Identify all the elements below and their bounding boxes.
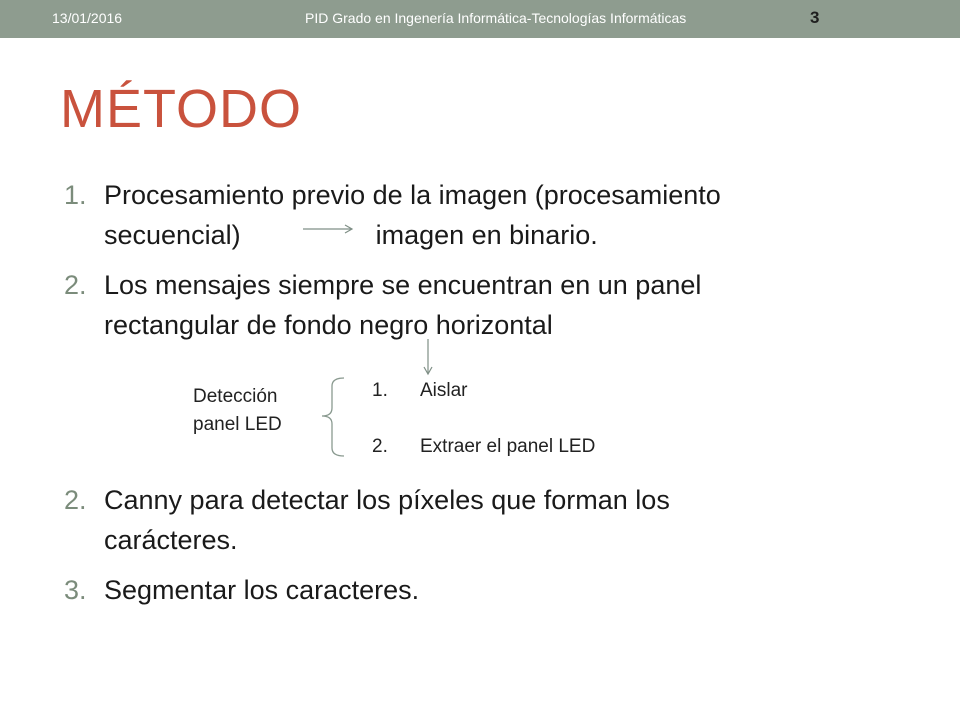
list-text-part: secuencial) xyxy=(104,220,241,250)
list-number: 2. xyxy=(64,270,87,300)
list-text-continued: rectangular de fondo negro horizontal xyxy=(104,310,553,340)
sub-item-number: 1. xyxy=(372,380,388,401)
right-arrow-icon xyxy=(303,225,352,233)
sub-item-text: Extraer el panel LED xyxy=(420,436,596,457)
list-text-continued: carácteres. xyxy=(104,525,238,555)
list-text: Canny para detectar los píxeles que forman los xyxy=(104,485,670,515)
list-text-part: imagen en binario. xyxy=(375,220,598,250)
list-number: 2. xyxy=(64,485,87,515)
detection-label-line: panel LED xyxy=(193,414,282,435)
detection-label xyxy=(193,383,282,439)
detection-label-line: Detección xyxy=(193,386,278,407)
sub-item-text: Aislar xyxy=(420,380,468,401)
slide-date: 13/01/2016 xyxy=(52,10,123,26)
slide-number: 3 xyxy=(810,8,820,27)
sub-item-number: 2. xyxy=(372,436,388,457)
list-text: Procesamiento previo de la imagen (procesamiento xyxy=(104,180,721,210)
list-text: Los mensajes siempre se encuentran en un panel xyxy=(104,270,702,300)
brace-icon xyxy=(322,378,344,456)
list-number: 3. xyxy=(64,575,87,605)
slide-title: MÉTODO xyxy=(60,79,303,139)
footer-title: PID Grado en Ingenería Informática-Tecnologías Informáticas xyxy=(305,10,687,26)
down-arrow-icon xyxy=(424,339,432,374)
list-number: 1. xyxy=(64,180,87,210)
list-text: Segmentar los caracteres. xyxy=(104,575,420,605)
